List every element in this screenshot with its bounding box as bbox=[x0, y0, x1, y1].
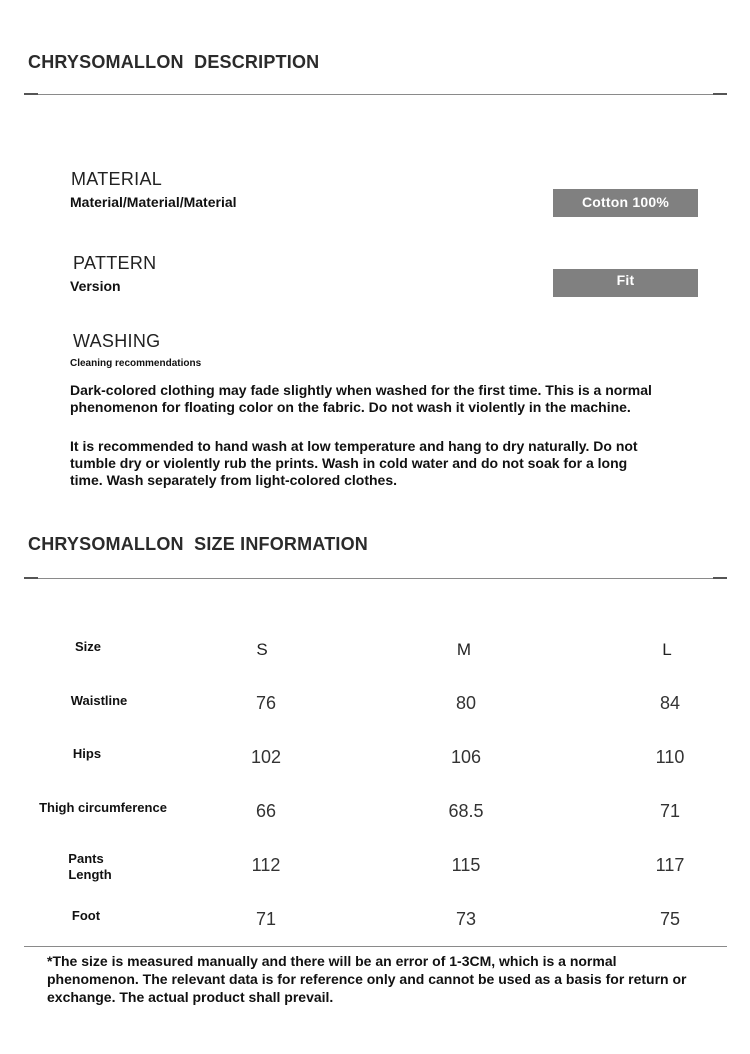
table-cell: 84 bbox=[659, 693, 681, 713]
size-column-l: L bbox=[662, 640, 672, 659]
material-heading: MATERIAL bbox=[71, 169, 163, 189]
size-column-m: M bbox=[456, 640, 472, 659]
row-label-waistline: Waistline bbox=[70, 693, 128, 708]
table-cell: 66 bbox=[255, 801, 277, 821]
table-cell: 106 bbox=[450, 747, 482, 767]
row-label-pants: Pants bbox=[68, 851, 104, 866]
table-cell: 117 bbox=[655, 855, 685, 875]
table-cell: 112 bbox=[251, 855, 281, 875]
table-cell: 75 bbox=[659, 909, 681, 929]
table-bottom-divider bbox=[24, 946, 727, 947]
divider-cap-right bbox=[713, 93, 727, 95]
table-cell: 73 bbox=[455, 909, 477, 929]
washing-paragraph-1: Dark-colored clothing may fade slightly when washed for the first time. This is a normal phenomenon for floating color on the fabric. Do not wash it violently in the machine. bbox=[70, 382, 652, 415]
size-column-s: S bbox=[256, 640, 268, 659]
table-cell: 102 bbox=[250, 747, 282, 767]
description-divider bbox=[24, 94, 727, 95]
table-cell: 68.5 bbox=[448, 801, 484, 821]
material-value-badge: Cotton 100% bbox=[553, 189, 698, 217]
pattern-heading: PATTERN bbox=[73, 253, 157, 273]
washing-paragraph-2: It is recommended to hand wash at low temperature and hang to dry naturally. Do not tumble dry or violently rub the prints. Wash in cold water and do not soak for a long time. Wash separately from light-colored clothes. bbox=[70, 438, 638, 488]
table-cell: 76 bbox=[255, 693, 277, 713]
description-title: CHRYSOMALLON DESCRIPTION bbox=[28, 52, 320, 72]
size-info-divider bbox=[24, 578, 727, 579]
divider-cap-left bbox=[24, 577, 38, 579]
row-label-foot: Foot bbox=[71, 908, 101, 923]
table-cell: 110 bbox=[655, 747, 685, 767]
row-label-length: Length bbox=[68, 867, 112, 882]
divider-cap-right bbox=[713, 577, 727, 579]
washing-sub: Cleaning recommendations bbox=[70, 358, 202, 369]
divider-cap-left bbox=[24, 93, 38, 95]
pattern-sub: Version bbox=[70, 278, 121, 294]
table-cell: 115 bbox=[451, 855, 481, 875]
table-cell: 80 bbox=[455, 693, 477, 713]
size-info-title: CHRYSOMALLON SIZE INFORMATION bbox=[28, 534, 368, 554]
size-note: *The size is measured manually and there will be an error of 1-3CM, which is a normal phenomenon. The relevant data is for reference only and cannot be used as a basis for return or exchange. The actual product shall prevail. bbox=[47, 953, 687, 1005]
table-cell: 71 bbox=[659, 801, 681, 821]
pattern-value-badge: Fit bbox=[553, 269, 698, 297]
row-label-hips: Hips bbox=[72, 746, 102, 761]
row-label-thigh: Thigh circumference bbox=[39, 800, 167, 815]
table-cell: 71 bbox=[255, 909, 277, 929]
material-sub: Material/Material/Material bbox=[70, 194, 237, 210]
size-header-label: Size bbox=[74, 639, 101, 654]
washing-heading: WASHING bbox=[73, 331, 161, 351]
